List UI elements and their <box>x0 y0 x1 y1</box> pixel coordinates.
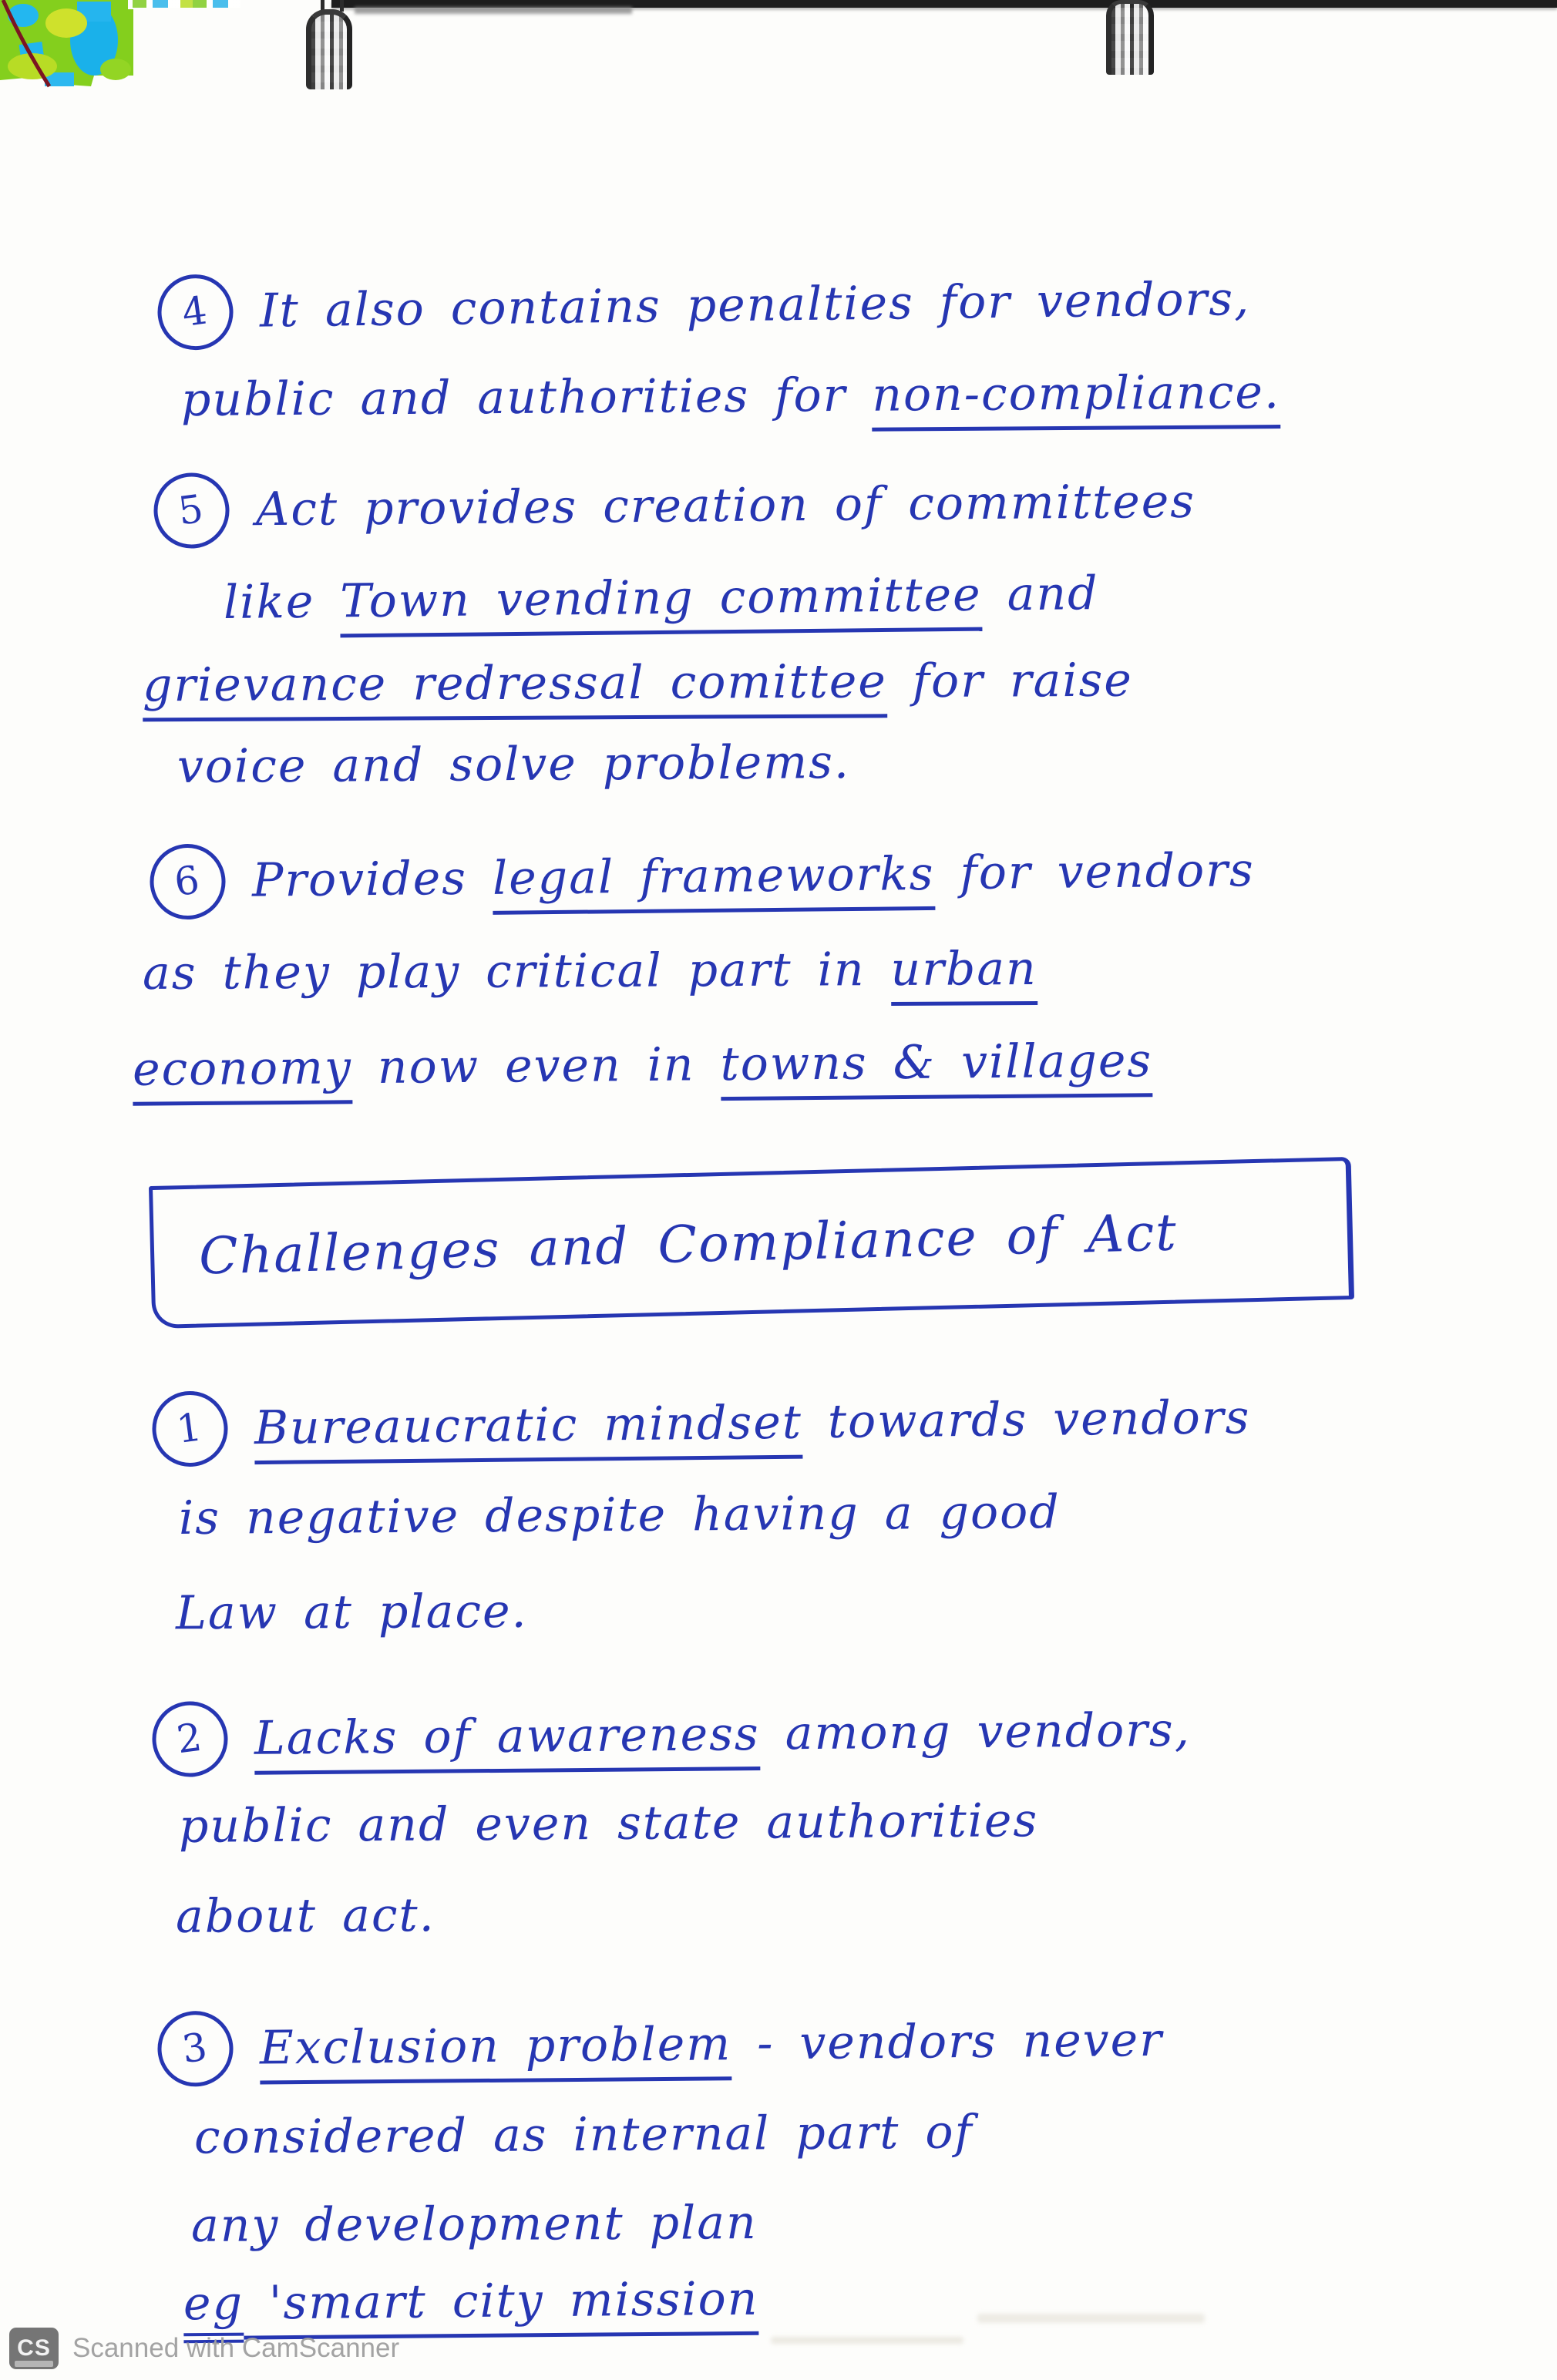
note-line <box>143 943 1037 1000</box>
note-text: any development plan <box>190 2196 758 2253</box>
note-line <box>150 836 1256 923</box>
note-line <box>191 2197 758 2253</box>
note-line <box>179 1486 1061 1545</box>
note-line <box>183 2273 759 2331</box>
note-text: Act provides creation of committees <box>255 474 1196 537</box>
note-text: It also contains penalties for vendors, <box>259 271 1251 338</box>
page-top-edge-shadow <box>355 7 632 14</box>
underlined-phrase: grievance redressal comittee <box>143 654 887 721</box>
note-text: now even in <box>351 1037 721 1095</box>
section-heading-box <box>149 1157 1354 1329</box>
note-line <box>153 1383 1251 1471</box>
underlined-phrase: non-compliance. <box>872 365 1280 432</box>
circled-number-2: 2 <box>148 1697 233 1782</box>
note-text: among vendors, <box>759 1703 1192 1761</box>
underlined-phrase: Exclusion problem <box>260 2017 732 2084</box>
note-text: like <box>223 574 341 630</box>
note-text: about act. <box>175 1888 435 1944</box>
note-line <box>194 2106 974 2164</box>
underlined-phrase: urban <box>890 942 1037 1006</box>
note-line <box>179 1794 1039 1854</box>
note-line <box>157 264 1250 353</box>
circled-number-6: 6 <box>145 839 230 924</box>
note-text: voice and solve problems. <box>177 735 851 795</box>
camscanner-credit: Scanned with CamScanner <box>72 2333 400 2363</box>
underlined-phrase: Lacks of awareness <box>254 1707 760 1775</box>
note-line <box>158 2005 1164 2089</box>
note-text: for vendors <box>934 843 1256 901</box>
tape-specks <box>133 0 240 8</box>
camscanner-logo-fold <box>15 2361 53 2367</box>
underlined-phrase: legal frameworks <box>493 846 935 914</box>
camscanner-logo <box>9 2328 59 2369</box>
note-text: and <box>981 566 1099 622</box>
camscanner-logo-text: CS <box>17 2335 51 2361</box>
note-text: as they play critical part in <box>142 942 891 1001</box>
note-line <box>181 366 1280 427</box>
note-text: towards vendors <box>802 1390 1251 1450</box>
circled-number-1: 1 <box>147 1387 232 1471</box>
section-heading: Challenges and Compliance of Act <box>198 1202 1179 1286</box>
note-text: - vendors never <box>731 2012 1164 2071</box>
note-line <box>176 1889 435 1944</box>
note-text: public and even state authorities <box>178 1793 1039 1854</box>
underlined-phrase: towns & villages <box>720 1034 1152 1101</box>
note-text: considered as internal part of <box>193 2105 974 2165</box>
underlined-phrase: Bureaucratic mindset <box>254 1395 803 1464</box>
note-text: for raise <box>886 653 1134 709</box>
underlined-phrase: economy <box>133 1040 353 1105</box>
scan-smudge <box>977 2314 1205 2323</box>
note-line <box>154 467 1196 552</box>
washi-tape-sticker <box>0 0 137 91</box>
circled-number-5: 5 <box>150 469 234 553</box>
note-line <box>133 1034 1153 1097</box>
note-line <box>176 1585 528 1640</box>
circled-number-3: 3 <box>153 2006 238 2091</box>
note-text: public and authorities for <box>180 368 873 427</box>
underlined-phrase: Town vending committee <box>340 568 982 638</box>
underlined-phrase: 'smart city mission <box>244 2272 759 2340</box>
underlined-phrase: eg <box>183 2277 244 2344</box>
camscanner-footer <box>9 2328 399 2369</box>
binder-ring-right-icon <box>1106 0 1154 75</box>
note-line <box>143 654 1133 713</box>
scan-smudge <box>771 2337 963 2344</box>
note-text: is negative despite having a good <box>178 1485 1061 1545</box>
note-text: Provides <box>251 851 493 908</box>
note-line <box>153 1696 1192 1780</box>
circled-number-4: 4 <box>153 270 237 355</box>
binder-ring-left-icon <box>306 9 352 89</box>
note-line <box>224 567 1099 630</box>
note-line <box>177 736 850 794</box>
note-text: Law at place. <box>175 1584 528 1641</box>
